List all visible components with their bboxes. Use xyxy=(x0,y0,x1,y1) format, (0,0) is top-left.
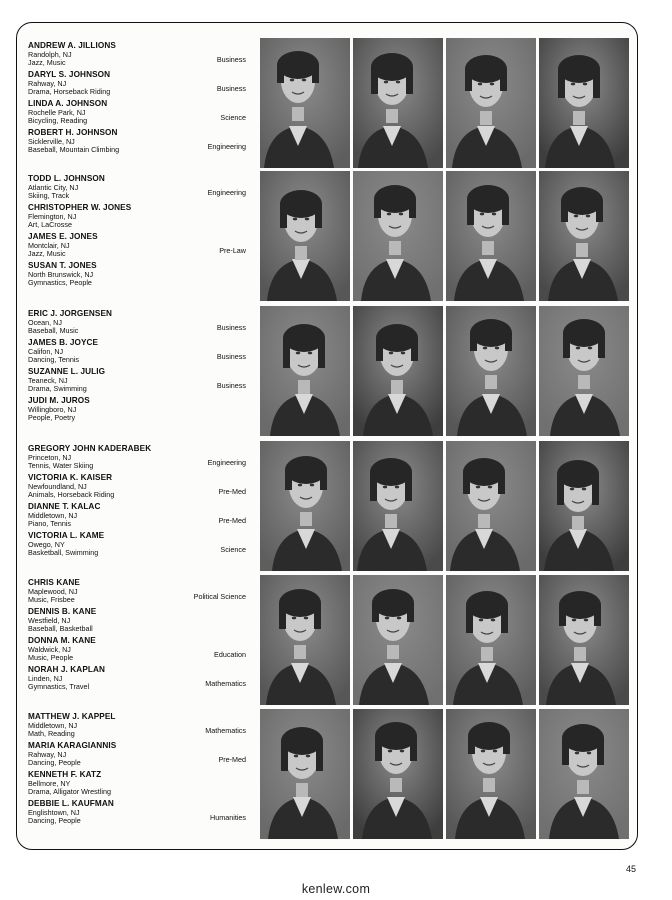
student-major: Engineering xyxy=(207,458,246,467)
student-info-column xyxy=(28,38,246,168)
student-major: Science xyxy=(220,545,246,554)
student-row xyxy=(28,441,624,571)
student-major: Mathematics xyxy=(205,726,246,735)
student-entry xyxy=(28,70,246,100)
student-row xyxy=(28,306,624,436)
student-activities: Baseball, Mountain Climbing xyxy=(28,145,120,154)
student-entry xyxy=(28,203,246,233)
student-entry xyxy=(28,367,246,397)
student-entry xyxy=(28,799,246,829)
photo-strip xyxy=(260,575,624,705)
student-entry xyxy=(28,309,246,339)
page-number: 45 xyxy=(626,864,637,874)
student-name: MATTHEW J. KAPPEL xyxy=(28,712,116,721)
student-name: DEBBIE L. KAUFMAN xyxy=(28,799,114,808)
student-activities: Drama, Swimming xyxy=(28,384,87,393)
student-portrait xyxy=(446,306,536,436)
student-hometown: Willingboro, NJ xyxy=(28,405,77,414)
student-activities: People, Poetry xyxy=(28,413,76,422)
student-entry xyxy=(28,174,246,204)
student-portrait xyxy=(260,38,350,168)
student-portrait xyxy=(353,38,443,168)
student-name: SUSAN T. JONES xyxy=(28,261,97,270)
student-portrait xyxy=(353,171,443,301)
student-activities: Dancing, People xyxy=(28,816,81,825)
student-hometown: Teaneck, NJ xyxy=(28,376,68,385)
student-hometown: Montclair, NJ xyxy=(28,241,70,250)
student-entry xyxy=(28,578,246,608)
student-activities: Skiing, Track xyxy=(28,191,70,200)
student-activities: Music, People xyxy=(28,653,74,662)
student-portrait xyxy=(353,441,443,571)
student-major: Science xyxy=(220,113,246,122)
student-activities: Jazz, Music xyxy=(28,249,66,258)
student-hometown: Owego, NY xyxy=(28,540,65,549)
student-major: Business xyxy=(216,55,246,64)
student-hometown: Englishtown, NJ xyxy=(28,808,80,817)
student-name: MARIA KARAGIANNIS xyxy=(28,741,117,750)
student-portrait xyxy=(353,709,443,839)
student-hometown: Atlantic City, NJ xyxy=(28,183,79,192)
student-major: Business xyxy=(216,381,246,390)
student-entry xyxy=(28,232,246,262)
photo-strip xyxy=(260,38,624,168)
student-name: SUZANNE L. JULIG xyxy=(28,367,106,376)
student-entry xyxy=(28,712,246,742)
student-portrait xyxy=(446,709,536,839)
student-hometown: Westfield, NJ xyxy=(28,616,71,625)
student-name: ANDREW A. JILLIONS xyxy=(28,41,116,50)
student-row xyxy=(28,575,624,705)
student-name: GREGORY JOHN KADERABEK xyxy=(28,444,152,453)
student-major: Mathematics xyxy=(205,679,246,688)
student-major: Education xyxy=(214,650,246,659)
student-hometown: Bellmore, NY xyxy=(28,779,71,788)
student-name: CHRIS KANE xyxy=(28,578,80,587)
student-activities: Jazz, Music xyxy=(28,58,66,67)
watermark: kenlew.com xyxy=(301,882,371,896)
student-name: ROBERT H. JOHNSON xyxy=(28,128,118,137)
student-entry xyxy=(28,531,246,561)
student-name: NORAH J. KAPLAN xyxy=(28,665,106,674)
student-name: DIANNE T. KALAC xyxy=(28,502,101,511)
student-name: JAMES B. JOYCE xyxy=(28,338,99,347)
student-portrait xyxy=(539,709,629,839)
student-activities: Dancing, Tennis xyxy=(28,355,80,364)
student-name: VICTORIA L. KAME xyxy=(28,531,105,540)
student-name: TODD L. JOHNSON xyxy=(28,174,105,183)
student-portrait xyxy=(539,171,629,301)
student-portrait xyxy=(446,575,536,705)
student-portrait xyxy=(260,709,350,839)
student-portrait xyxy=(446,441,536,571)
student-activities: Music, Frisbee xyxy=(28,595,75,604)
student-info-column xyxy=(28,709,246,839)
student-name: JAMES E. JONES xyxy=(28,232,98,241)
student-portrait xyxy=(446,171,536,301)
student-portrait xyxy=(353,575,443,705)
student-major: Humanities xyxy=(210,813,246,822)
student-row xyxy=(28,38,624,168)
student-name: ERIC J. JORGENSEN xyxy=(28,309,113,318)
student-entry xyxy=(28,128,246,158)
student-major: Engineering xyxy=(207,142,246,151)
student-entry xyxy=(28,99,246,129)
student-entry xyxy=(28,396,246,426)
student-info-column xyxy=(28,306,246,436)
student-hometown: Rahway, NJ xyxy=(28,79,67,88)
student-entry xyxy=(28,261,246,291)
student-entry xyxy=(28,502,246,532)
student-major: Engineering xyxy=(207,188,246,197)
student-entry xyxy=(28,41,246,71)
student-portrait xyxy=(446,38,536,168)
photo-strip xyxy=(260,441,624,571)
student-entry xyxy=(28,665,246,695)
student-entry xyxy=(28,338,246,368)
student-entry xyxy=(28,770,246,800)
student-hometown: Newfoundland, NJ xyxy=(28,482,87,491)
student-activities: Animals, Horseback Riding xyxy=(28,490,115,499)
student-activities: Basketball, Swimming xyxy=(28,548,99,557)
student-name: KENNETH F. KATZ xyxy=(28,770,102,779)
student-activities: Piano, Tennis xyxy=(28,519,72,528)
student-major: Pre-Med xyxy=(218,487,246,496)
photo-strip xyxy=(260,709,624,839)
student-hometown: Randolph, NJ xyxy=(28,50,72,59)
student-entry xyxy=(28,636,246,666)
student-activities: Bicycling, Reading xyxy=(28,116,88,125)
student-major: Business xyxy=(216,84,246,93)
student-activities: Gymnastics, People xyxy=(28,278,92,287)
student-major: Pre-Law xyxy=(219,246,246,255)
student-activities: Drama, Horseback Riding xyxy=(28,87,111,96)
student-activities: Gymnastics, Travel xyxy=(28,682,90,691)
student-major: Business xyxy=(216,352,246,361)
student-entry xyxy=(28,741,246,771)
student-hometown: Califon, NJ xyxy=(28,347,64,356)
student-portrait xyxy=(353,306,443,436)
student-major: Business xyxy=(216,323,246,332)
student-row xyxy=(28,709,624,839)
student-major: Pre-Med xyxy=(218,516,246,525)
student-major: Political Science xyxy=(193,592,246,601)
student-hometown: Rahway, NJ xyxy=(28,750,67,759)
student-hometown: Flemington, NJ xyxy=(28,212,77,221)
student-activities: Baseball, Basketball xyxy=(28,624,93,633)
photo-strip xyxy=(260,306,624,436)
student-portrait xyxy=(260,575,350,705)
student-activities: Drama, Alligator Wrestling xyxy=(28,787,111,796)
student-name: JUDI M. JUROS xyxy=(28,396,90,405)
student-portrait xyxy=(260,441,350,571)
student-info-column xyxy=(28,171,246,301)
student-portrait xyxy=(539,306,629,436)
student-portrait xyxy=(539,575,629,705)
student-entry xyxy=(28,444,246,474)
student-name: VICTORIA K. KAISER xyxy=(28,473,113,482)
student-info-column xyxy=(28,575,246,705)
student-name: LINDA A. JOHNSON xyxy=(28,99,108,108)
student-hometown: Linden, NJ xyxy=(28,674,63,683)
student-portrait xyxy=(260,306,350,436)
student-name: DARYL S. JOHNSON xyxy=(28,70,111,79)
student-activities: Baseball, Music xyxy=(28,326,79,335)
student-major: Pre-Med xyxy=(218,755,246,764)
student-activities: Art, LaCrosse xyxy=(28,220,72,229)
student-name: DONNA M. KANE xyxy=(28,636,96,645)
student-hometown: Middletown, NJ xyxy=(28,511,78,520)
student-hometown: North Brunswick, NJ xyxy=(28,270,94,279)
student-hometown: Princeton, NJ xyxy=(28,453,72,462)
student-hometown: Middletown, NJ xyxy=(28,721,78,730)
student-portrait xyxy=(539,38,629,168)
student-activities: Dancing, People xyxy=(28,758,81,767)
student-hometown: Rochelle Park, NJ xyxy=(28,108,86,117)
photo-strip xyxy=(260,171,624,301)
student-activities: Tennis, Water Skiing xyxy=(28,461,94,470)
student-hometown: Ocean, NJ xyxy=(28,318,62,327)
student-hometown: Maplewood, NJ xyxy=(28,587,78,596)
student-portrait xyxy=(539,441,629,571)
student-row xyxy=(28,171,624,301)
student-info-column xyxy=(28,441,246,571)
student-name: CHRISTOPHER W. JONES xyxy=(28,203,132,212)
student-entry xyxy=(28,473,246,503)
student-activities: Math, Reading xyxy=(28,729,75,738)
student-hometown: Waldwick, NJ xyxy=(28,645,71,654)
student-entry xyxy=(28,607,246,637)
student-name: DENNIS B. KANE xyxy=(28,607,97,616)
student-hometown: Sicklerville, NJ xyxy=(28,137,75,146)
student-portrait xyxy=(260,171,350,301)
